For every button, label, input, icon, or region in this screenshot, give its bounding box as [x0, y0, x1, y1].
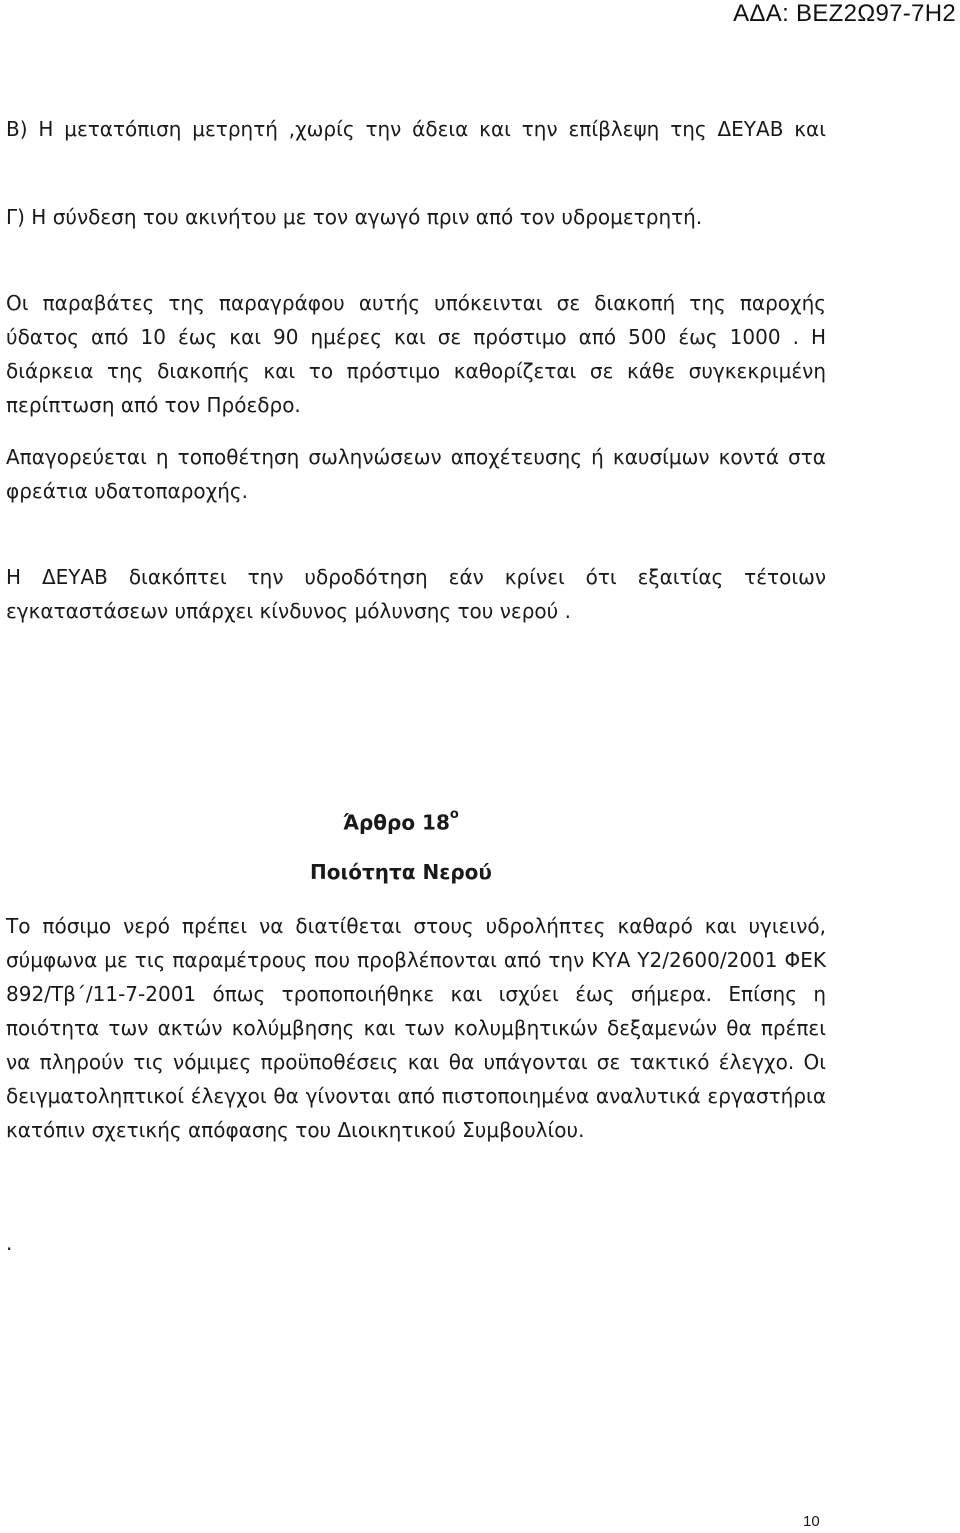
- page-number: 10: [803, 1513, 820, 1530]
- paragraph-item-g: Γ) Η σύνδεση του ακινήτου με τον αγωγό πριν από τον υδρομετρητή.: [6, 205, 703, 229]
- paragraph-water-quality: Το πόσιμο νερό πρέπει να διατίθεται στους υδρολήπτες καθαρό και υγιεινό, σύμφωνα με τις παραμέτρους που προβλέπονται από την ΚΥΑ Υ2/2600/2001 ΦΕΚ 892/Τβ΄/11-7-2001 όπως τροποποιήθηκε και ισχύει έως σήμερα. Επίσης η ποιότητα των ακτών κολύμβησης και των κολυμβητικών δεξαμενών θα πρέπει να πληρούν τις νόμιμες προϋποθέσεις και θα υπάγονται σε τακτικό έλεγχο. Οι δειγματοληπτικοί έλεγχοι θα γίνονται από πιστοποιημένα αναλυτικά εργαστήρια κατόπιν σχετικής απόφασης του Διοικητικού Συμβουλίου.: [6, 914, 826, 1142]
- ada-code-header: ΑΔΑ: ΒΕΖ2Ω97-7Η2: [733, 0, 956, 27]
- paragraph-pipes-forbidden: Απαγορεύεται η τοποθέτηση σωληνώσεων αποχέτευσης ή καυσίμων κοντά στα φρεάτια υδατοπαροχής.: [6, 445, 826, 503]
- article-title: [343, 804, 459, 838]
- paragraph-item-b: Β) Η μετατόπιση μετρητή ,χωρίς την άδεια και την επίβλεψη της ΔΕΥΑΒ και: [6, 117, 826, 141]
- paragraph-violators-penalty: Οι παραβάτες της παραγράφου αυτής υπόκεινται σε διακοπή της παροχής ύδατος από 10 έως και 90 ημέρες και σε πρόστιμο από 500 έως 1000 . Η διάρκεια της διακοπής και το πρόστιμο καθορίζεται σε κάθε συγκεκριμένη περίπτωση από τον Πρόεδρο.: [6, 291, 826, 417]
- article-title-text: Άρθρο 18: [343, 810, 450, 835]
- article-subtitle: Ποιότητα Νερού: [310, 860, 492, 884]
- paragraph-deyab-cutoff: Η ΔΕΥΑΒ διακόπτει την υδροδότηση εάν κρίνει ότι εξαιτίας τέτοιων εγκαταστάσεων υπάρχει κίνδυνος μόλυνσης του νερού .: [6, 565, 826, 623]
- article-title-superscript: ο: [449, 807, 459, 822]
- stray-dot: .: [6, 1231, 13, 1255]
